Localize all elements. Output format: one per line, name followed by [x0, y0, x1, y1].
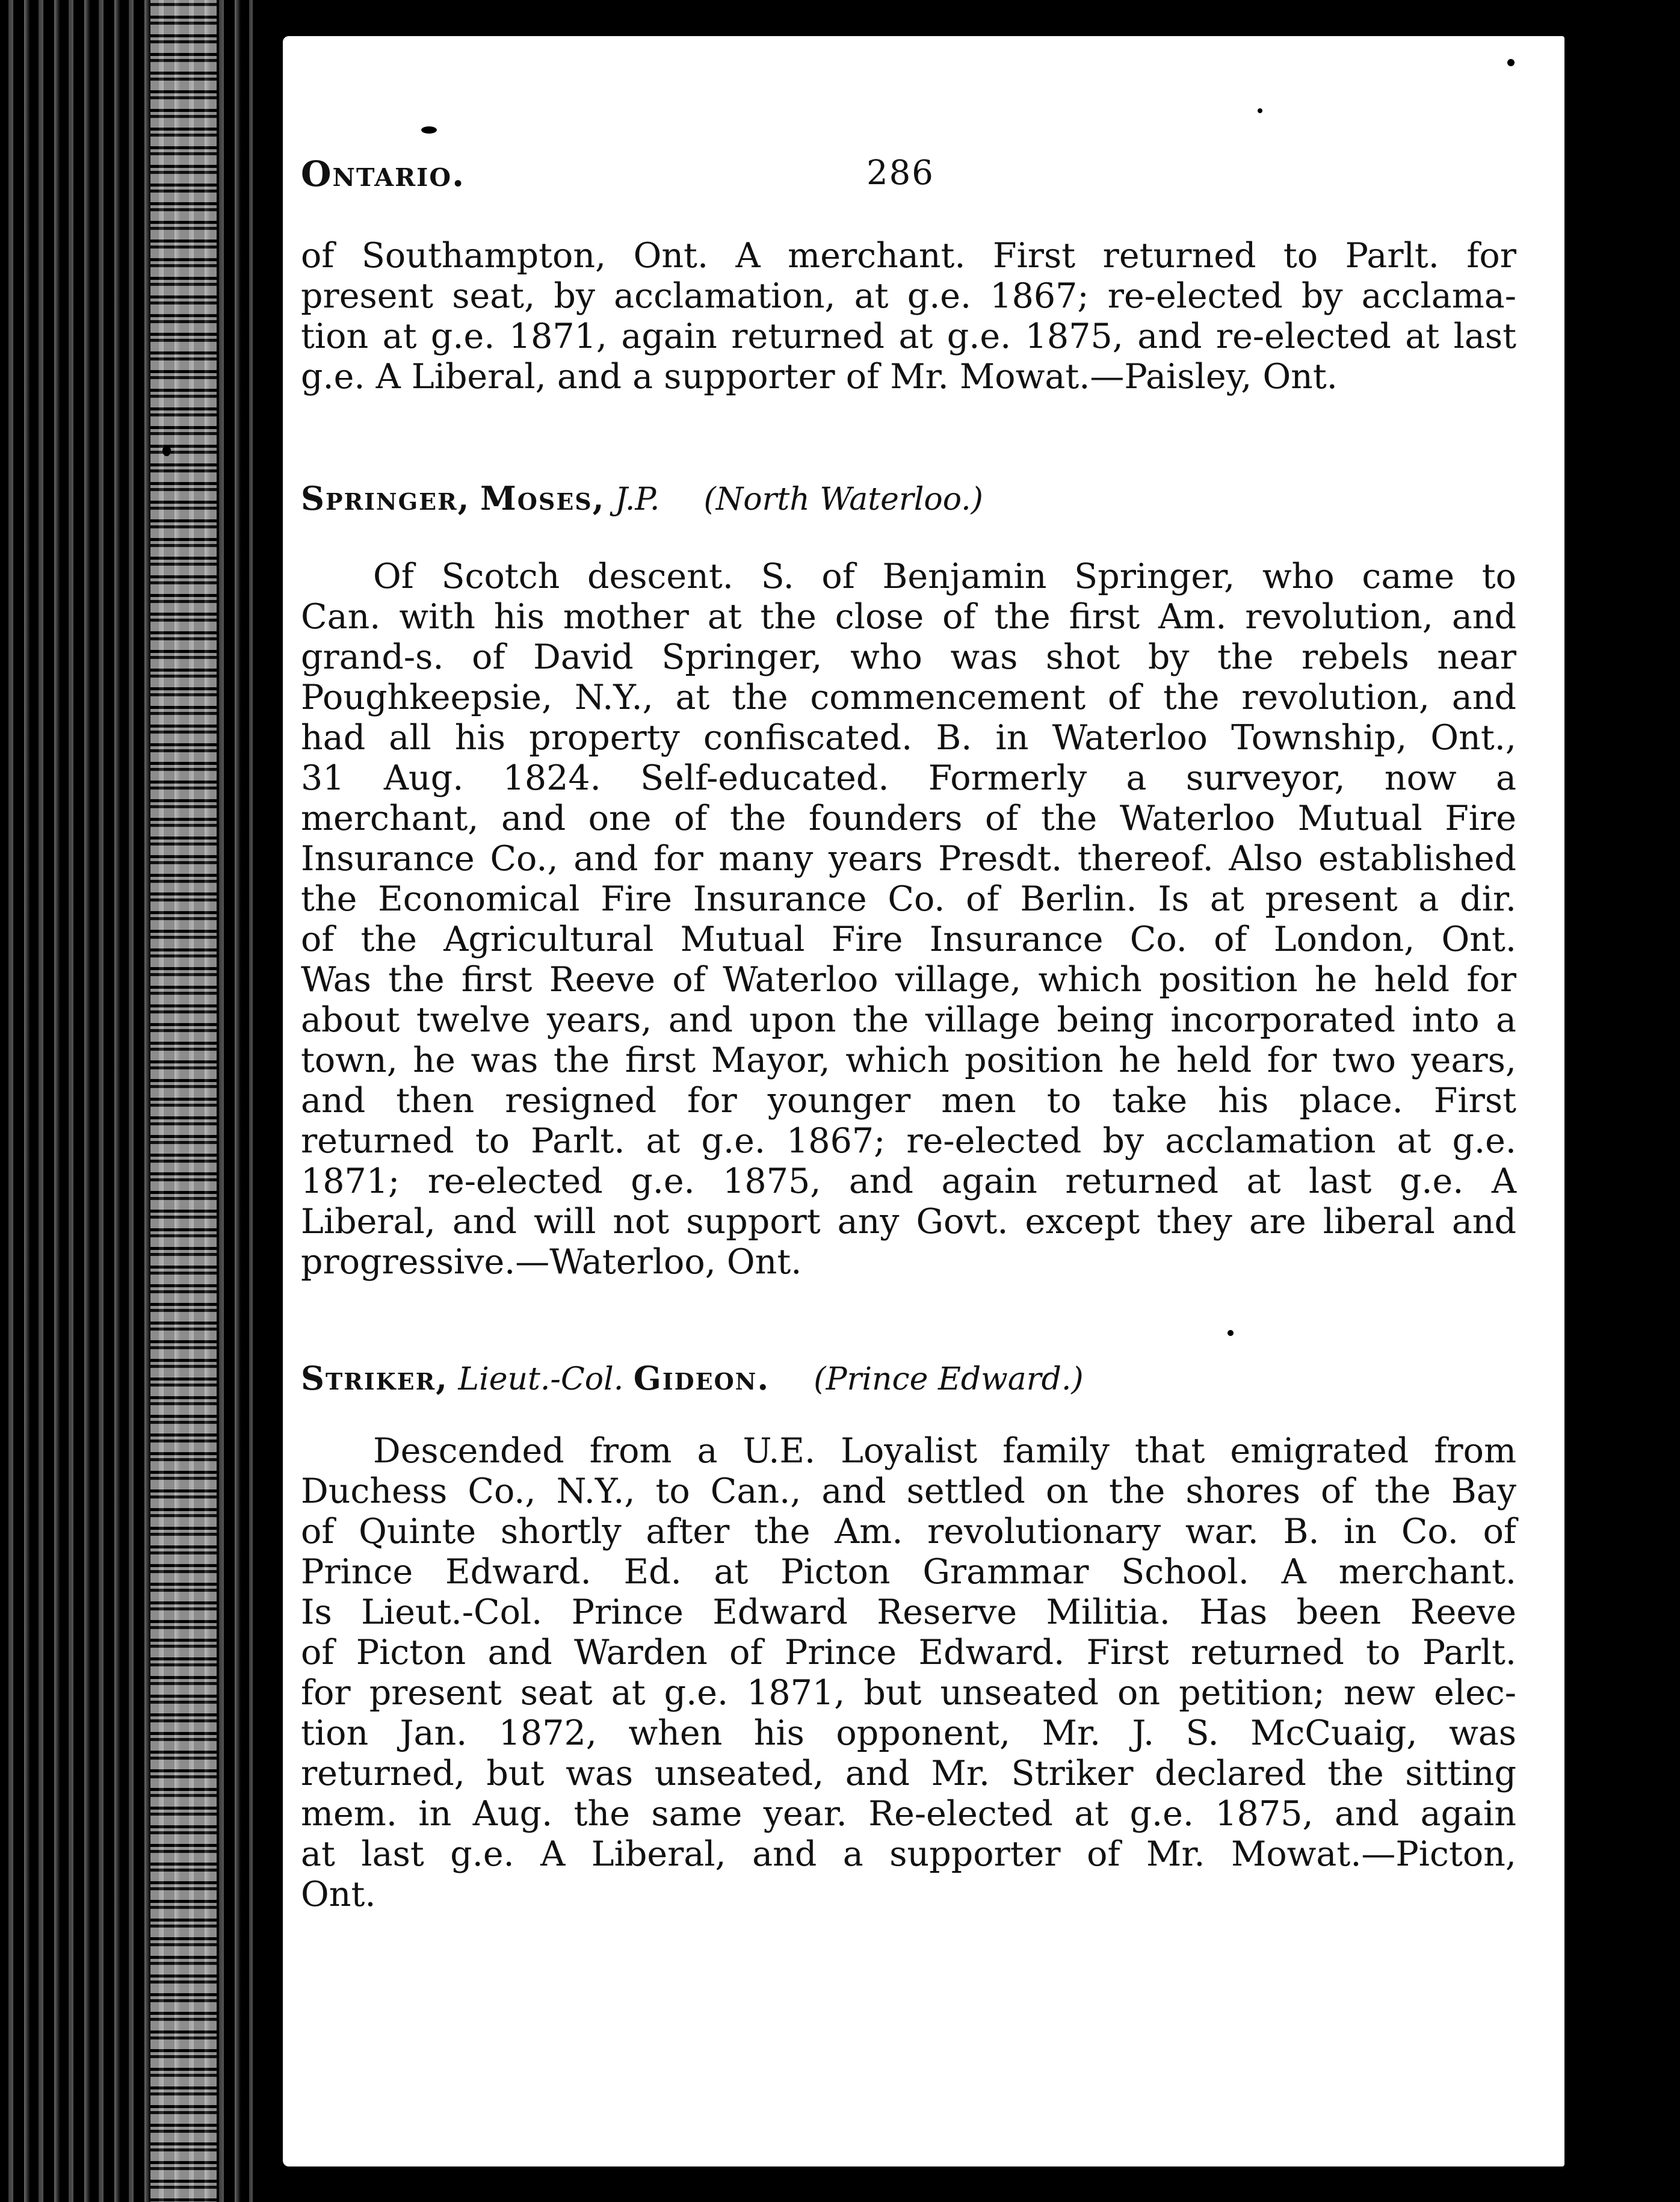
text-line: had all his property confiscated. B. in Waterloo Township, Ont.,	[301, 718, 1516, 758]
text-line: grand-s. of David Springer, who was shot by the rebels near	[301, 637, 1516, 677]
entry-given-name: Moses,	[480, 479, 605, 518]
running-head	[301, 153, 1534, 202]
text-line: present seat, by acclamation, at g.e. 1867; re-elected by acclama-	[301, 276, 1516, 316]
text-line: Descended from a U.E. Loyalist family that emigrated from	[373, 1431, 1516, 1471]
text-line: and then resigned for younger men to take his place. First	[301, 1081, 1516, 1121]
text-line: Insurance Co., and for many years Presdt. thereof. Also established	[301, 839, 1516, 879]
entry-surname: Striker,	[301, 1359, 449, 1397]
text-line: 1871; re-elected g.e. 1875, and again returned at last g.e. A	[301, 1161, 1516, 1201]
text-line: 31 Aug. 1824. Self-educated. Formerly a surveyor, now a	[301, 758, 1516, 798]
entry-heading-springer	[301, 477, 983, 519]
text-line: mem. in Aug. the same year. Re-elected at g.e. 1875, and again	[301, 1794, 1516, 1834]
text-line: of the Agricultural Mutual Fire Insurance Co. of London, Ont.	[301, 920, 1516, 959]
entry-riding: (North Waterloo.)	[703, 481, 983, 518]
text-line: town, he was the first Mayor, which position he held for two years,	[301, 1041, 1516, 1080]
scan-speck	[1507, 59, 1515, 66]
text-line: Liberal, and will not support any Govt. except they are liberal and	[301, 1202, 1516, 1242]
text-line: tion Jan. 1872, when his opponent, Mr. J. S. McCuaig, was	[301, 1713, 1516, 1753]
running-head-province: Ontario.	[301, 153, 466, 194]
text-line: Can. with his mother at the close of the first Am. revolution, and	[301, 597, 1516, 637]
continued-entry	[301, 236, 1516, 397]
text-line: Of Scotch descent. S. of Benjamin Springer, who came to	[373, 557, 1516, 596]
scan-speck	[162, 445, 171, 456]
text-line: of Southampton, Ont. A merchant. First returned to Parlt. for	[301, 236, 1516, 276]
entry-heading-striker	[301, 1357, 1084, 1399]
text-line: Is Lieut.-Col. Prince Edward Reserve Militia. Has been Reeve	[301, 1592, 1516, 1632]
text-line: Ont.	[301, 1875, 376, 1914]
entry-body-springer	[301, 557, 1516, 1282]
scan-speck	[1258, 108, 1262, 113]
text-line: progressive.—Waterloo, Ont.	[301, 1242, 802, 1282]
text-line: returned to Parlt. at g.e. 1867; re-elected by acclamation at g.e.	[301, 1121, 1516, 1161]
entry-riding: (Prince Edward.)	[814, 1361, 1084, 1397]
text-line: of Picton and Warden of Prince Edward. First returned to Parlt.	[301, 1633, 1516, 1672]
page-number: 286	[866, 153, 934, 193]
text-line: g.e. A Liberal, and a supporter of Mr. Mowat.—Paisley, Ont.	[301, 357, 1338, 397]
text-line: of Quinte shortly after the Am. revolutionary war. B. in Co. of	[301, 1512, 1516, 1551]
entry-body-striker	[301, 1431, 1516, 1915]
entry-given-name: Gideon.	[633, 1359, 770, 1397]
entry-title: J.P.	[615, 481, 660, 518]
text-line: Poughkeepsie, N.Y., at the commencement of the revolution, and	[301, 678, 1516, 717]
text-line: about twelve years, and upon the village being incorporated into a	[301, 1000, 1516, 1040]
text-line: merchant, and one of the founders of the Waterloo Mutual Fire	[301, 799, 1516, 838]
scan-speck	[421, 126, 437, 134]
text-line: Was the first Reeve of Waterloo village, which position he held for	[301, 960, 1516, 1000]
text-line: Duchess Co., N.Y., to Can., and settled on the shores of the Bay	[301, 1471, 1516, 1511]
entry-surname: Springer,	[301, 479, 471, 518]
text-line: the Economical Fire Insurance Co. of Berlin. Is at present a dir.	[301, 879, 1516, 919]
scan-speck	[1228, 1330, 1234, 1336]
text-line: at last g.e. A Liberal, and a supporter of Mr. Mowat.—Picton,	[301, 1834, 1516, 1874]
text-line: Prince Edward. Ed. at Picton Grammar School. A merchant.	[301, 1552, 1516, 1592]
text-line: tion at g.e. 1871, again returned at g.e. 1875, and re-elected at last	[301, 317, 1516, 356]
entry-title: Lieut.-Col.	[458, 1361, 624, 1397]
text-line: returned, but was unseated, and Mr. Striker declared the sitting	[301, 1754, 1516, 1793]
text-line: for present seat at g.e. 1871, but unseated on petition; new elec-	[301, 1673, 1516, 1713]
